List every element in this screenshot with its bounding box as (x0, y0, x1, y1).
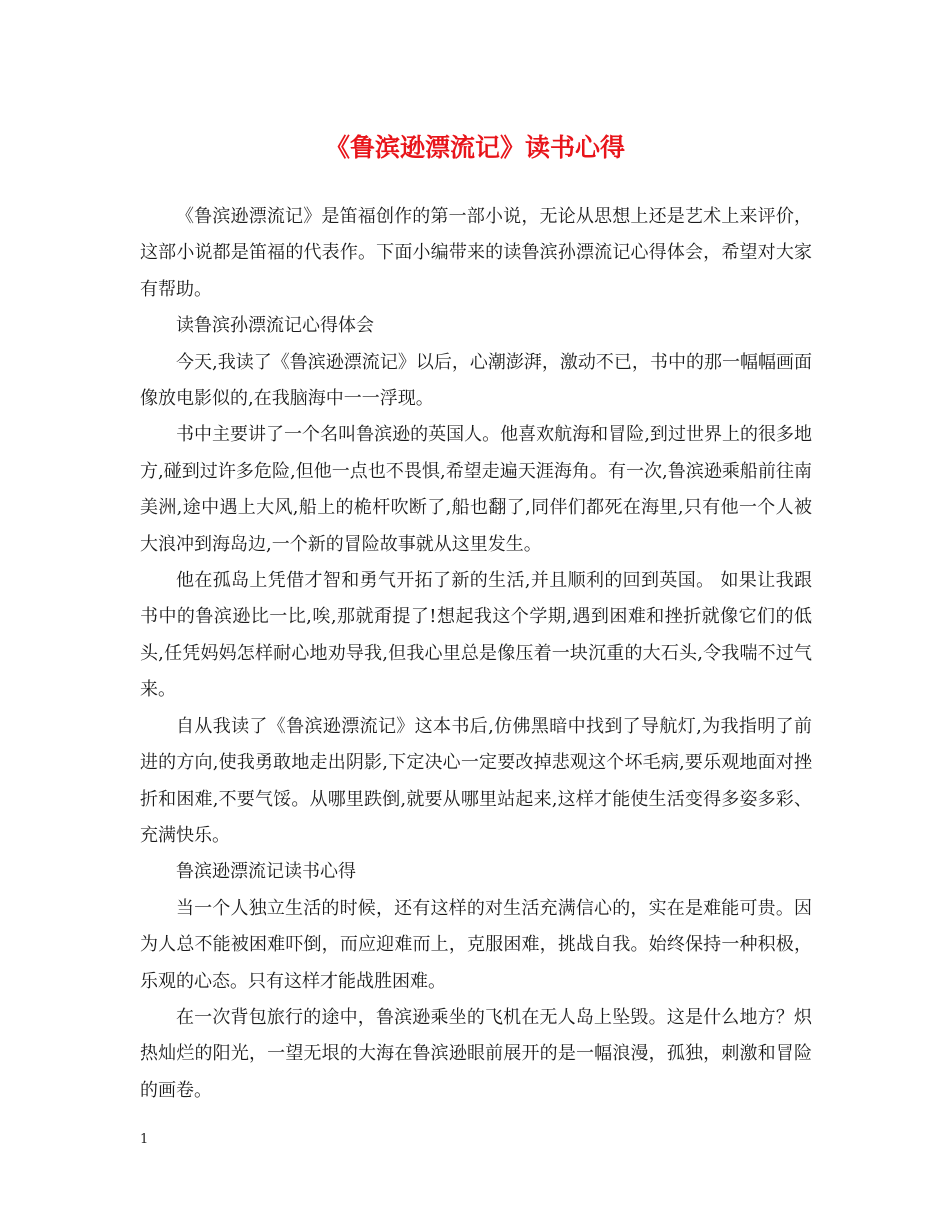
paragraph: 在一次背包旅行的途中，鲁滨逊乘坐的飞机在无人岛上坠毁。这是什么地方？炽热灿烂的阳光，一望无垠的大海在鲁滨逊眼前展开的是一幅浪漫，孤独，刺激和冒险的画卷。 (140, 1006, 812, 1101)
paragraph: 今天,我读了《鲁滨逊漂流记》以后，心潮澎湃，激动不已，书中的那一幅幅画面像放电影似的,在我脑海中一一浮现。 (140, 351, 812, 410)
document-title: 《鲁滨逊漂流记》读书心得 (324, 133, 625, 162)
paragraph: 他在孤岛上凭借才智和勇气开拓了新的生活,并且顺利的回到英国。 如果让我跟书中的鲁滨逊比一比,唉,那就甭提了!想起我这个学期,遇到困难和挫折就像它们的低头,任凭妈妈怎样耐心地劝导我,但我心里总是像压着一块沉重的大石头,令我喘不过气来。 (140, 570, 812, 701)
page-number: 1 (140, 1132, 149, 1147)
paragraph: 当一个人独立生活的时候，还有这样的对生活充满信心的，实在是难能可贵。因为人总不能被困难吓倒，而应迎难而上，克服困难，挑战自我。始终保持一种积极，乐观的心态。只有这样才能战胜困难。 (140, 897, 812, 992)
paragraph-intro: 《鲁滨逊漂流记》是笛福创作的第一部小说，无论从思想上还是艺术上来评价，这部小说都是笛福的代表作。下面小编带来的读鲁滨孙漂流记心得体会，希望对大家有帮助。 (140, 206, 812, 300)
paragraph: 书中主要讲了一个名叫鲁滨逊的英国人。他喜欢航海和冒险,到过世界上的很多地方,碰到过许多危险,但他一点也不畏惧,希望走遍天涯海角。有一次,鲁滨逊乘船前往南美洲,途中遇上大风,船上的桅杆吹断了,船也翻了,同伴们都死在海里,只有他一个人被大浪冲到海岛边,一个新的冒险故事就从这里发生。 (140, 424, 812, 555)
section-heading: 鲁滨逊漂流记读书心得 (176, 861, 356, 883)
paragraph: 自从我读了《鲁滨逊漂流记》这本书后,仿佛黑暗中找到了导航灯,为我指明了前进的方向,使我勇敢地走出阴影,下定决心一定要改掉悲观这个坏毛病,要乐观地面对挫折和困难,不要气馁。从哪里跌倒,就要从哪里站起来,这样才能使生活变得多姿多彩、充满快乐。 (140, 715, 812, 846)
section-heading: 读鲁滨孙漂流记心得体会 (176, 315, 374, 337)
document-body (140, 199, 812, 1109)
